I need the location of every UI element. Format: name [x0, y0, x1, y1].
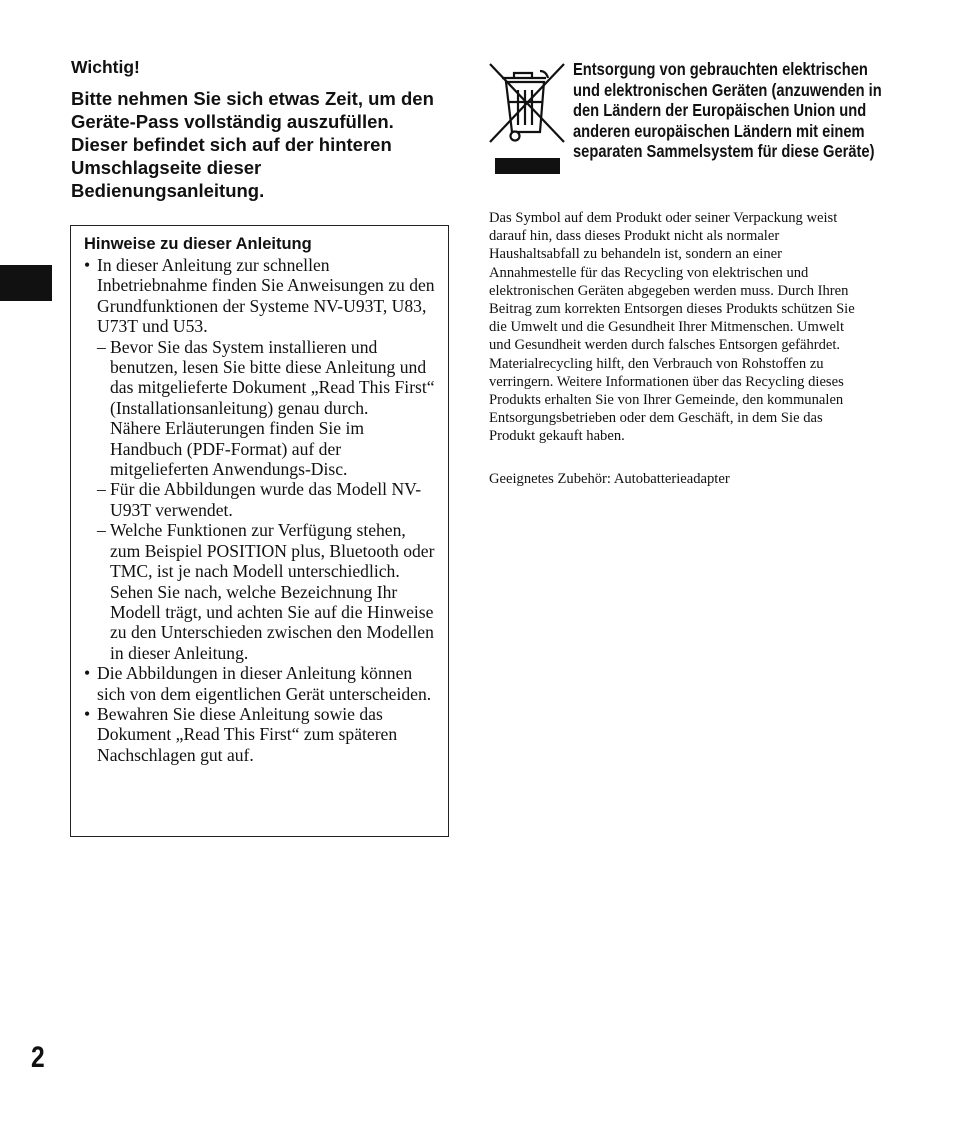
- notes-list: [84, 255, 440, 765]
- accessory-text: Geeignetes Zubehör: Autobatterieadapter: [489, 471, 730, 487]
- notes-subitem: [97, 479, 440, 520]
- notes-sublist: [97, 337, 440, 664]
- important-text: Bitte nehmen Sie sich etwas Zeit, um den Geräte-Pass vollständig auszufüllen. Dieser befindet sich auf der hinteren Umschlagseite dieser Bedienungsanleitung.: [71, 88, 434, 201]
- section-tab-marker: [0, 265, 52, 301]
- important-title: Wichtig!: [71, 57, 140, 77]
- disposal-body: Das Symbol auf dem Produkt oder seiner Verpackung weist darauf hin, dass dieses Produkt nicht als normaler Haushaltsabfall zu behandeln ist, sondern an einer Annahmestelle für das Recycling von elektrischen und elektronischen Geräten abgegeben werden muss. Durch Ihren Beitrag zum korrekten Entsorgen dieses Produkts schützen Sie die Umwelt und die Gesundheit Ihrer Mitmenschen. Umwelt und Gesundheit werden durch falsches Entsorgen gefährdet. Materialrecycling hilft, den Verbrauch von Rohstoffen zu verringern. Weitere Informationen über das Recycling dieses Produkts erhalten Sie von Ihrer Gemeinde, den kommunalen Entsorgungsbetrieben oder dem Geschäft, in dem Sie das Produkt gekauft haben.: [489, 210, 855, 445]
- notes-subitem-extra: Sehen Sie nach, welche Bezeichnung Ihr Modell trägt, und achten Sie auf die Hinweise zu den Unterschieden zwischen den Modellen in dieser Anleitung.: [110, 581, 434, 663]
- notes-box: [70, 225, 449, 837]
- notes-subitem: [97, 520, 440, 663]
- dash-mark: –: [97, 520, 106, 541]
- dash-mark: –: [97, 336, 106, 357]
- notes-subitem-extra: Nähere Erläuterungen finden Sie im Handbuch (PDF-Format) auf der mitgelieferten Anwendungs-Disc.: [110, 418, 365, 480]
- page-number: 2: [31, 1041, 45, 1074]
- bullet-mark: •: [84, 663, 91, 684]
- important-section: [71, 56, 451, 202]
- notes-item: [84, 704, 440, 765]
- notes-item: [84, 663, 440, 704]
- notes-item-text: Bewahren Sie diese Anleitung sowie das Dokument „Read This First“ zum späteren Nachschlagen gut auf.: [97, 703, 398, 765]
- notes-title: Hinweise zu dieser Anleitung: [84, 235, 312, 253]
- dash-mark: –: [97, 479, 106, 500]
- notes-subitem-text: Welche Funktionen zur Verfügung stehen, zum Beispiel POSITION plus, Bluetooth oder TMC, ist je nach Modell unterschiedlich.: [110, 520, 435, 582]
- crossed-out-wheelie-bin-icon: [488, 62, 568, 178]
- notes-subitem-text: Für die Abbildungen wurde das Modell NV-U93T verwendet.: [110, 479, 422, 520]
- notes-item-text: Die Abbildungen in dieser Anleitung können sich von dem eigentlichen Gerät unterscheiden.: [97, 663, 432, 704]
- bullet-mark: •: [84, 255, 91, 275]
- notes-item: [84, 255, 440, 663]
- disposal-heading: Entsorgung von gebrauchten elektrischen und elektronischen Geräten (anzuwenden in den Ländern der Europäischen Union und anderen europäischen Ländern mit einem separaten Sammelsystem für diese Geräte): [573, 59, 882, 161]
- bullet-mark: •: [84, 703, 91, 724]
- notes-subitem: [97, 337, 440, 480]
- notes-subitem-text: Bevor Sie das System installieren und benutzen, lesen Sie bitte diese Anleitung und das mitgelieferte Dokument „Read This First“ (Installationsanleitung) genau durch.: [110, 336, 435, 418]
- notes-item-text: In dieser Anleitung zur schnellen Inbetriebnahme finden Sie Anweisungen zu den Grundfunktionen der Systeme NV-U93T, U83, U73T und U53.: [97, 255, 435, 337]
